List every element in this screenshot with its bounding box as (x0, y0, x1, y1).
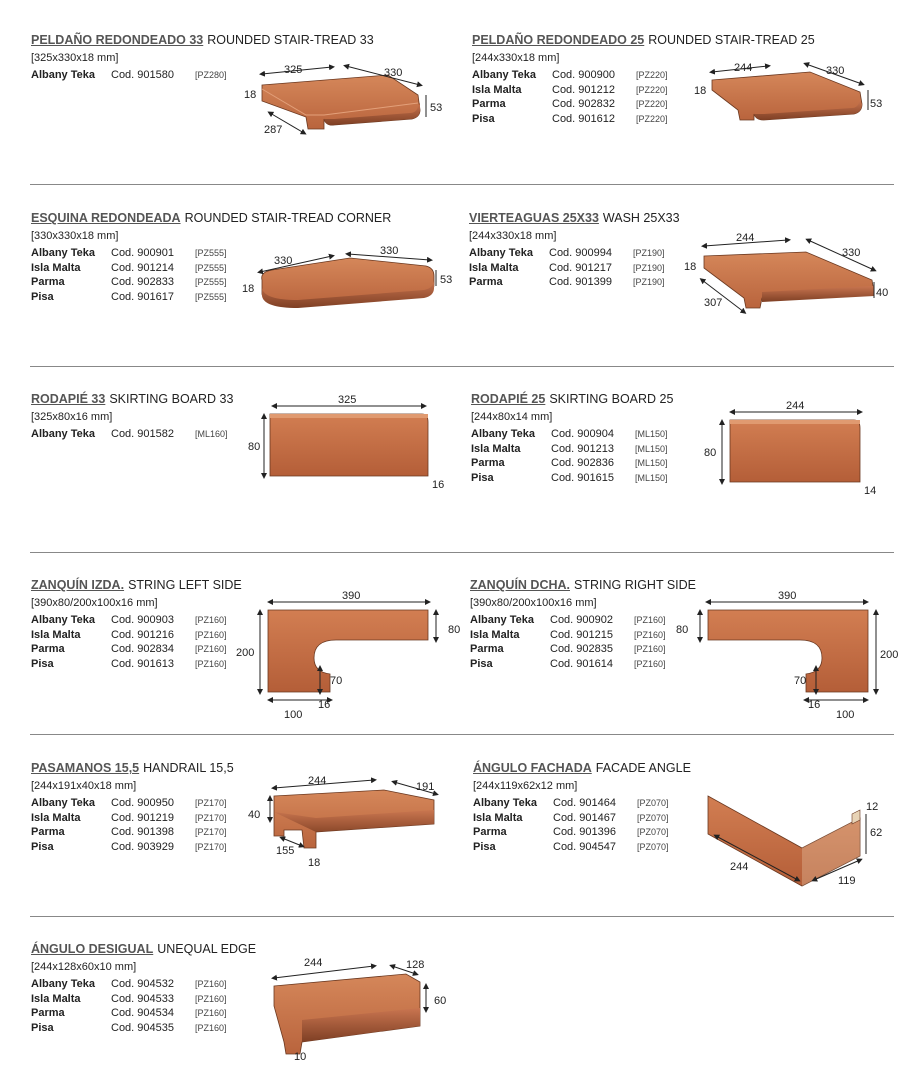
dim-label: 14 (864, 485, 877, 497)
product-list (31, 427, 233, 442)
product-name: Pisa (31, 290, 54, 303)
dim-label: 70 (794, 675, 807, 687)
product-code: Cod. 901398 (111, 826, 174, 838)
product-name: Parma (472, 98, 506, 110)
product-code: Cod. 901396 (553, 826, 616, 838)
dim-label: 62 (870, 827, 883, 839)
product-name: Isla Malta (31, 992, 81, 1005)
dim-label: 128 (406, 959, 425, 971)
dim-label: 10 (294, 1051, 307, 1063)
fig-esquina (238, 238, 458, 318)
product-row (31, 977, 256, 992)
dim-label: 18 (244, 89, 257, 101)
stair-tread-shape (712, 72, 862, 120)
product-row (471, 456, 673, 471)
product-row (31, 796, 234, 811)
piece-code: [PZ160] (195, 979, 227, 989)
product-code: Cod. 901215 (550, 628, 613, 641)
product-row (31, 657, 242, 672)
wash-shape (704, 252, 874, 308)
dimensions: [244x330x18 mm] (469, 230, 557, 242)
dim-label: 325 (284, 64, 303, 76)
product-code: Cod. 901617 (111, 290, 174, 303)
product-list (471, 427, 673, 485)
product-code: Cod. 901219 (111, 811, 174, 824)
product-name: Pisa (31, 840, 54, 853)
dim-label: 40 (248, 809, 261, 821)
dim-label: 330 (274, 255, 293, 267)
product-code: Cod. 902836 (551, 457, 614, 469)
product-code: Cod. 901213 (551, 442, 614, 455)
section-title: RODAPIÉ 25 SKIRTING BOARD 25 (471, 392, 674, 406)
section-zanquin-dcha (470, 578, 696, 671)
dim-label: 18 (308, 857, 321, 869)
product-code: Cod. 901212 (552, 83, 615, 96)
dim-label: 155 (276, 845, 295, 857)
piece-code: [PZ160] (634, 644, 666, 654)
product-row (31, 642, 242, 657)
product-name: Pisa (473, 840, 496, 853)
product-name: Albany Teka (473, 797, 537, 809)
product-code: Cod. 901612 (552, 112, 615, 125)
product-code: Cod. 901580 (111, 69, 174, 81)
section-title: PASAMANOS 15,5 HANDRAIL 15,5 (31, 761, 234, 775)
product-row (470, 628, 696, 643)
dim-label: 40 (876, 287, 889, 299)
piece-code: [PZ555] (195, 248, 227, 258)
product-row (31, 613, 242, 628)
dim-label: 244 (730, 861, 749, 873)
dimensions: [244x191x40x18 mm] (31, 780, 137, 792)
product-code: Cod. 900901 (111, 247, 174, 259)
fig-zanquin-dcha (674, 588, 914, 722)
piece-code: [PZ190] (633, 277, 665, 287)
dimensions: [244x128x60x10 mm] (31, 961, 137, 973)
dim-label: 53 (440, 274, 453, 286)
dim-label: 200 (880, 649, 899, 661)
piece-code: [PZ070] (637, 827, 669, 837)
fig-rodapie-33 (246, 392, 456, 496)
dim-label: 16 (808, 699, 821, 711)
piece-code: [ML160] (195, 429, 228, 439)
dim-label: 16 (432, 479, 445, 491)
dimensions: [244x330x18 mm] (472, 52, 560, 64)
section-title: ÁNGULO DESIGUAL UNEQUAL EDGE (31, 942, 257, 956)
dimensions: [390x80/200x100x16 mm] (470, 597, 597, 609)
divider (30, 916, 894, 917)
product-row (31, 628, 242, 643)
dim-label: 330 (380, 245, 399, 257)
fig-peldano-33 (240, 55, 450, 145)
product-list (469, 246, 680, 290)
dim-label: 60 (434, 995, 447, 1007)
product-list (31, 977, 256, 1035)
piece-code: [PZ555] (195, 291, 227, 302)
fig-vierteaguas (680, 232, 890, 322)
product-row (470, 657, 696, 672)
stair-tread-shape (262, 75, 420, 129)
piece-code: [PZ160] (195, 644, 227, 654)
dim-label: 244 (786, 400, 805, 412)
section-title: PELDAÑO REDONDEADO 33 ROUNDED STAIR-TREAD 33 (31, 33, 374, 47)
product-name: Pisa (31, 1021, 54, 1034)
product-name: Albany Teka (31, 428, 95, 440)
product-name: Isla Malta (471, 442, 521, 455)
product-name: Pisa (470, 657, 493, 670)
product-name: Isla Malta (469, 261, 519, 274)
dim-label: 390 (342, 590, 361, 602)
dimensions: [244x119x62x12 mm] (473, 780, 578, 792)
product-name: Parma (471, 457, 505, 469)
product-row (31, 1006, 256, 1021)
product-list (31, 613, 242, 671)
dim-label: 80 (676, 624, 689, 636)
section-angulo-desigual (31, 942, 256, 1035)
dimensions: [330x330x18 mm] (31, 230, 119, 242)
dim-label: 100 (836, 709, 855, 721)
product-list (31, 796, 234, 854)
piece-code: [PZ220] (636, 84, 668, 95)
dim-label: 244 (734, 62, 753, 74)
piece-code: [ML150] (635, 472, 668, 483)
piece-code: [PZ160] (634, 629, 666, 640)
product-name: Isla Malta (470, 628, 520, 641)
section-vierteaguas (469, 211, 680, 290)
product-name: Albany Teka (31, 797, 95, 809)
dim-label: 244 (308, 775, 327, 787)
product-code: Cod. 901216 (111, 628, 174, 641)
piece-code: [PZ160] (195, 1008, 227, 1018)
product-row (473, 825, 691, 840)
dim-label: 16 (318, 699, 331, 711)
section-title: RODAPIÉ 33 SKIRTING BOARD 33 (31, 392, 234, 406)
dimensions: [390x80/200x100x16 mm] (31, 597, 158, 609)
product-name: Albany Teka (31, 614, 95, 626)
product-row (31, 811, 234, 826)
dim-label: 390 (778, 590, 797, 602)
piece-code: [PZ070] (637, 841, 669, 852)
dim-label: 307 (704, 297, 723, 309)
dim-label: 12 (866, 801, 879, 813)
product-name: Isla Malta (472, 83, 522, 96)
handrail-shape (274, 790, 434, 848)
product-row (469, 261, 680, 276)
dim-label: 330 (826, 65, 845, 77)
product-code: Cod. 901614 (550, 657, 613, 670)
dim-label: 53 (870, 98, 883, 110)
piece-code: [PZ220] (636, 113, 668, 124)
product-code: Cod. 903929 (111, 840, 174, 853)
product-row (31, 825, 234, 840)
product-row (473, 840, 691, 855)
fig-peldano-25 (690, 62, 890, 132)
product-name: Albany Teka (469, 247, 533, 259)
piece-code: [PZ160] (195, 658, 227, 669)
dim-label: 330 (842, 247, 861, 259)
product-list (473, 796, 691, 854)
product-name: Pisa (31, 657, 54, 670)
product-name: Isla Malta (31, 628, 81, 641)
product-code: Cod. 904532 (111, 978, 174, 990)
fig-zanquin-izda (232, 588, 472, 722)
product-name: Parma (470, 643, 504, 655)
product-code: Cod. 900904 (551, 428, 614, 440)
product-code: Cod. 901582 (111, 428, 174, 440)
section-rodapie-25 (471, 392, 673, 485)
dim-label: 244 (736, 232, 755, 244)
product-code: Cod. 900994 (549, 247, 612, 259)
piece-code: [PZ190] (633, 248, 665, 258)
product-name: Parma (473, 826, 507, 838)
piece-code: [PZ160] (195, 615, 227, 625)
piece-code: [PZ555] (195, 262, 227, 273)
section-pasamanos (31, 761, 234, 854)
product-name: Albany Teka (472, 69, 536, 81)
dim-label: 191 (416, 781, 435, 793)
dim-label: 80 (704, 447, 717, 459)
fig-pasamanos (244, 772, 444, 872)
product-name: Parma (31, 276, 65, 288)
piece-code: [PZ160] (195, 993, 227, 1004)
divider (30, 184, 894, 185)
product-name: Albany Teka (470, 614, 534, 626)
product-row (471, 427, 673, 442)
piece-code: [PZ170] (195, 798, 227, 808)
product-code: Cod. 901214 (111, 261, 174, 274)
dim-label: 100 (284, 709, 303, 721)
dimensions: [325x330x18 mm] (31, 52, 119, 64)
product-row (469, 275, 680, 290)
piece-code: [PZ280] (195, 70, 227, 80)
product-name: Parma (469, 276, 503, 288)
section-title: ESQUINA REDONDEADA ROUNDED STAIR-TREAD CORNER (31, 211, 392, 225)
product-code: Cod. 902834 (111, 643, 174, 655)
product-row (473, 811, 691, 826)
product-code: Cod. 902833 (111, 276, 174, 288)
dim-label: 119 (838, 875, 856, 887)
dim-label: 287 (264, 124, 283, 136)
dim-label: 53 (430, 102, 443, 114)
product-list (470, 613, 696, 671)
product-name: Albany Teka (471, 428, 535, 440)
product-code: Cod. 902832 (552, 98, 615, 110)
dim-label: 18 (242, 283, 255, 295)
piece-code: [PZ070] (637, 812, 669, 823)
piece-code: [ML150] (635, 443, 668, 454)
fig-angulo-desigual (256, 950, 456, 1066)
unequal-edge-shape (274, 974, 420, 1054)
piece-code: [PZ070] (637, 798, 669, 808)
product-row (471, 471, 673, 486)
skirting-shape (730, 420, 860, 482)
dim-label: 18 (694, 85, 707, 97)
product-name: Albany Teka (31, 978, 95, 990)
product-row (31, 840, 234, 855)
dimensions: [325x80x16 mm] (31, 411, 113, 423)
piece-code: [PZ160] (195, 1022, 227, 1033)
product-code: Cod. 900900 (552, 69, 615, 81)
piece-code: [PZ160] (634, 615, 666, 625)
product-code: Cod. 902835 (550, 643, 613, 655)
product-row (31, 427, 233, 442)
fig-rodapie-25 (700, 398, 890, 502)
product-code: Cod. 900903 (111, 614, 174, 626)
product-code: Cod. 904533 (111, 992, 174, 1005)
product-name: Albany Teka (31, 247, 95, 259)
section-title: ZANQUÍN IZDA. STRING LEFT SIDE (31, 578, 242, 592)
product-code: Cod. 900902 (550, 614, 613, 626)
product-code: Cod. 904535 (111, 1021, 174, 1034)
piece-code: [PZ170] (195, 812, 227, 823)
product-row (31, 1021, 256, 1036)
product-row (470, 642, 696, 657)
product-name: Pisa (472, 112, 495, 125)
piece-code: [PZ170] (195, 841, 227, 852)
divider (30, 734, 894, 735)
section-title: PELDAÑO REDONDEADO 25 ROUNDED STAIR-TREAD 25 (472, 33, 815, 47)
product-code: Cod. 901464 (553, 797, 616, 809)
product-name: Parma (31, 1007, 65, 1019)
product-code: Cod. 901613 (111, 657, 174, 670)
product-name: Albany Teka (31, 69, 95, 81)
dim-label: 200 (236, 647, 255, 659)
section-rodapie-33 (31, 392, 233, 442)
product-code: Cod. 901615 (551, 471, 614, 484)
product-row (471, 442, 673, 457)
piece-code: [PZ160] (195, 629, 227, 640)
product-row (31, 992, 256, 1007)
string-shape (708, 610, 868, 692)
product-code: Cod. 901399 (549, 276, 612, 288)
dim-label: 244 (304, 957, 323, 969)
product-code: Cod. 900950 (111, 797, 174, 809)
product-name: Isla Malta (31, 261, 81, 274)
product-code: Cod. 901467 (553, 811, 616, 824)
section-title: ZANQUÍN DCHA. STRING RIGHT SIDE (470, 578, 697, 592)
piece-code: [PZ170] (195, 827, 227, 837)
piece-code: [PZ160] (634, 658, 666, 669)
product-name: Parma (31, 643, 65, 655)
skirting-shape (270, 414, 428, 476)
piece-code: [PZ190] (633, 262, 665, 273)
product-name: Isla Malta (31, 811, 81, 824)
dimensions: [244x80x14 mm] (471, 411, 553, 423)
fig-angulo-fachada (700, 784, 900, 894)
piece-code: [PZ220] (636, 70, 668, 80)
product-row (473, 796, 691, 811)
divider (30, 366, 894, 367)
product-name: Isla Malta (473, 811, 523, 824)
product-code: Cod. 904547 (553, 840, 616, 853)
string-shape (268, 610, 428, 692)
divider (30, 552, 894, 553)
dim-label: 80 (448, 624, 461, 636)
dim-label: 330 (384, 67, 403, 79)
section-title: ÁNGULO FACHADA FACADE ANGLE (473, 761, 691, 775)
product-row (469, 246, 680, 261)
dim-label: 80 (248, 441, 261, 453)
piece-code: [ML150] (635, 458, 668, 468)
product-name: Pisa (471, 471, 494, 484)
product-code: Cod. 901217 (549, 261, 612, 274)
dim-label: 70 (330, 675, 343, 687)
section-title: VIERTEAGUAS 25X33 WASH 25X33 (469, 211, 680, 225)
product-row (470, 613, 696, 628)
dim-label: 18 (684, 261, 697, 273)
piece-code: [PZ555] (195, 277, 227, 287)
product-code: Cod. 904534 (111, 1007, 174, 1019)
dim-label: 325 (338, 394, 357, 406)
piece-code: [ML150] (635, 429, 668, 439)
piece-code: [PZ220] (636, 99, 668, 109)
section-angulo-fachada (473, 761, 691, 854)
section-zanquin-izda (31, 578, 242, 671)
product-name: Parma (31, 826, 65, 838)
